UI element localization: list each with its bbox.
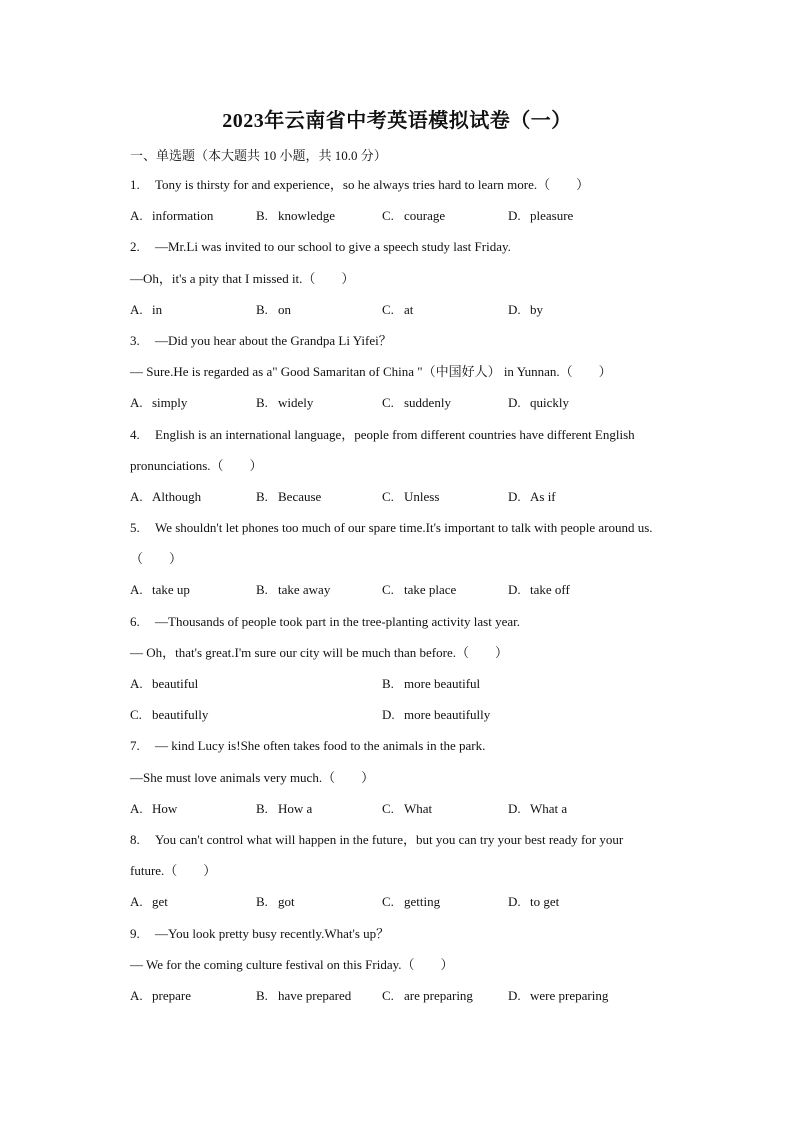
option-letter: B.: [256, 987, 268, 1003]
option-letter: A.: [130, 894, 143, 910]
option-a[interactable]: [130, 886, 256, 917]
option-c[interactable]: [130, 699, 382, 730]
question-number: 5.: [130, 520, 140, 536]
question-text: —Did you hear about the Grandpa Li Yifei？: [155, 332, 392, 348]
question-number: 2.: [130, 239, 140, 255]
option-text: How: [152, 800, 178, 816]
question-number: 6.: [130, 613, 140, 629]
option-text: As if: [530, 488, 556, 504]
option-text: more beautiful: [404, 676, 481, 691]
question-text: pronunciations.（ ）: [130, 457, 263, 473]
question-stem-line: [130, 855, 710, 886]
question-text: Tony is thirsty for and experience，so he always tries hard to learn more.（ ）: [155, 177, 590, 192]
question-text: —Mr.Li was invited to our school to give a speech study last Friday.: [155, 239, 511, 255]
option-text: to get: [530, 894, 560, 910]
option-a[interactable]: [130, 481, 256, 512]
option-text: were preparing: [530, 987, 609, 1003]
option-c[interactable]: [382, 481, 508, 512]
option-text: Although: [152, 488, 202, 504]
option-text: got: [278, 894, 295, 910]
option-a[interactable]: [130, 294, 256, 325]
question-stem-line: [130, 949, 710, 980]
option-text: widely: [278, 395, 314, 411]
options-row: [130, 481, 710, 512]
question-1: [130, 169, 710, 231]
option-letter: B.: [382, 676, 394, 691]
question-text: English is an international language，people from different countries have different English: [155, 426, 635, 442]
question-3: [130, 325, 710, 419]
option-letter: D.: [508, 488, 521, 504]
question-text: You can't control what will happen in the future，but you can try your best ready for your: [155, 831, 624, 847]
option-text: have prepared: [278, 987, 352, 1003]
question-stem-line: [130, 419, 710, 450]
option-text: take off: [530, 582, 570, 598]
question-stem-line: [130, 730, 710, 761]
option-d[interactable]: [508, 481, 634, 512]
option-text: Unless: [404, 488, 440, 504]
options-row: [130, 668, 710, 699]
option-letter: C.: [382, 395, 394, 411]
option-letter: B.: [256, 800, 268, 816]
question-stem-line: [130, 918, 710, 949]
option-text: Because: [278, 488, 322, 504]
option-text: pleasure: [530, 208, 574, 224]
question-stem-line: [130, 637, 710, 668]
option-text: more beautifully: [404, 707, 491, 723]
option-letter: D.: [508, 301, 521, 317]
option-text: knowledge: [278, 208, 336, 224]
option-d[interactable]: [382, 699, 634, 730]
option-letter: A.: [130, 676, 143, 691]
question-stem-line: [130, 512, 710, 543]
option-letter: C.: [130, 707, 142, 723]
option-letter: C.: [382, 894, 394, 910]
question-text: We shouldn't let phones too much of our spare time.It's important to talk with people around us.: [155, 520, 653, 536]
option-d[interactable]: [508, 980, 634, 1011]
options-row: [130, 574, 710, 605]
question-7: [130, 730, 710, 824]
question-text: —You look pretty busy recently.What's up？: [155, 925, 390, 941]
option-letter: A.: [130, 488, 143, 504]
option-b[interactable]: [256, 793, 382, 824]
option-text: simply: [152, 395, 188, 411]
question-text: — Oh，that's great.I'm sure our city will be much than before.（ ）: [130, 644, 508, 660]
option-letter: B.: [256, 488, 268, 504]
options-row: [130, 387, 710, 418]
option-text: What a: [530, 800, 568, 816]
option-a[interactable]: [130, 574, 256, 605]
option-text: take away: [278, 582, 331, 598]
question-stem-line: [130, 169, 710, 200]
option-text: take place: [404, 582, 457, 598]
exam-title: 2023年云南省中考英语模拟试卷（一）: [222, 110, 572, 132]
option-b[interactable]: [256, 200, 382, 231]
option-text: beautifully: [152, 707, 209, 723]
option-a[interactable]: [130, 793, 256, 824]
question-list: [130, 169, 710, 1011]
option-b[interactable]: [256, 294, 382, 325]
option-letter: C.: [382, 301, 394, 317]
option-letter: C.: [382, 987, 394, 1003]
option-a[interactable]: [130, 668, 382, 699]
option-c[interactable]: [382, 574, 508, 605]
option-d[interactable]: [508, 294, 634, 325]
option-letter: A.: [130, 987, 143, 1003]
option-b[interactable]: [382, 668, 634, 699]
option-text: on: [278, 301, 291, 317]
option-c[interactable]: [382, 387, 508, 418]
option-letter: C.: [382, 488, 394, 504]
option-d[interactable]: [508, 574, 634, 605]
options-row: [130, 886, 710, 917]
question-text: — We for the coming culture festival on this Friday.（ ）: [130, 956, 454, 972]
option-text: getting: [404, 894, 441, 910]
option-letter: A.: [130, 395, 143, 411]
option-b[interactable]: [256, 387, 382, 418]
options-row: [130, 980, 710, 1011]
option-letter: A.: [130, 800, 143, 816]
option-letter: D.: [508, 208, 521, 224]
option-c[interactable]: [382, 886, 508, 917]
question-number: 4.: [130, 426, 140, 442]
question-text: —Oh，it's a pity that I missed it.（ ）: [130, 270, 355, 286]
question-4: [130, 419, 710, 513]
option-letter: C.: [382, 582, 394, 598]
option-letter: C.: [382, 208, 394, 224]
option-text: get: [152, 894, 168, 910]
option-letter: D.: [508, 987, 521, 1003]
option-text: courage: [404, 208, 446, 224]
question-text: — Sure.He is regarded as a" Good Samaritan of China "（中国好人） in Yunnan.（ ）: [130, 364, 612, 380]
question-2: [130, 231, 710, 325]
option-text: by: [530, 301, 543, 317]
option-d[interactable]: [508, 200, 634, 231]
option-letter: B.: [256, 301, 268, 317]
question-stem-line: [130, 356, 710, 387]
option-letter: D.: [382, 707, 395, 723]
question-text: —She must love animals very much.（ ）: [130, 769, 375, 785]
option-b[interactable]: [256, 481, 382, 512]
option-a[interactable]: [130, 980, 256, 1011]
option-letter: D.: [508, 395, 521, 411]
option-letter: B.: [256, 894, 268, 910]
option-text: take up: [152, 582, 190, 598]
option-b[interactable]: [256, 886, 382, 917]
option-letter: D.: [508, 582, 521, 598]
option-c[interactable]: [382, 294, 508, 325]
question-5: [130, 512, 710, 606]
question-number: 8.: [130, 831, 140, 847]
option-text: suddenly: [404, 395, 451, 411]
question-text: —Thousands of people took part in the tree-planting activity last year.: [155, 613, 520, 629]
option-text: at: [404, 301, 414, 317]
option-d[interactable]: [508, 793, 634, 824]
option-c[interactable]: [382, 980, 508, 1011]
option-text: are preparing: [404, 987, 473, 1003]
option-text: information: [152, 208, 214, 224]
option-c[interactable]: [382, 793, 508, 824]
question-stem-line: [130, 325, 710, 356]
option-b[interactable]: [256, 980, 382, 1011]
question-stem-line: [130, 231, 710, 262]
option-text: How a: [278, 800, 313, 816]
option-letter: D.: [508, 800, 521, 816]
option-d[interactable]: [508, 886, 634, 917]
option-letter: A.: [130, 582, 143, 598]
question-text: （ ）: [130, 551, 183, 567]
options-row: [130, 699, 710, 730]
option-letter: A.: [130, 208, 143, 224]
question-stem-line: [130, 450, 710, 481]
question-stem-line: [130, 762, 710, 793]
option-letter: B.: [256, 395, 268, 411]
option-a[interactable]: [130, 200, 256, 231]
option-letter: D.: [508, 894, 521, 910]
option-text: quickly: [530, 395, 569, 411]
option-c[interactable]: [382, 200, 508, 231]
section-heading: 一、单选题（本大题共 10 小题，共 10.0 分）: [130, 148, 387, 163]
option-text: beautiful: [152, 676, 199, 691]
option-text: in: [152, 301, 163, 317]
question-stem-line: [130, 606, 710, 637]
options-row: [130, 200, 710, 231]
question-text: future.（ ）: [130, 863, 217, 879]
question-stem-line: [130, 263, 710, 294]
option-letter: C.: [382, 800, 394, 816]
question-number: 7.: [130, 738, 140, 754]
options-row: [130, 793, 710, 824]
option-letter: B.: [256, 582, 268, 598]
question-8: [130, 824, 710, 918]
question-number: 3.: [130, 332, 140, 348]
question-number: 1.: [130, 177, 140, 192]
question-6: [130, 606, 710, 731]
option-letter: B.: [256, 208, 268, 224]
option-a[interactable]: [130, 387, 256, 418]
question-stem-line: [130, 824, 710, 855]
option-b[interactable]: [256, 574, 382, 605]
question-number: 9.: [130, 925, 140, 941]
option-letter: A.: [130, 301, 143, 317]
options-row: [130, 294, 710, 325]
option-d[interactable]: [508, 387, 634, 418]
question-stem-line: [130, 543, 710, 574]
question-9: [130, 918, 710, 1012]
question-text: — kind Lucy is!She often takes food to the animals in the park.: [155, 738, 486, 754]
option-text: prepare: [152, 987, 191, 1003]
option-text: What: [404, 800, 433, 816]
